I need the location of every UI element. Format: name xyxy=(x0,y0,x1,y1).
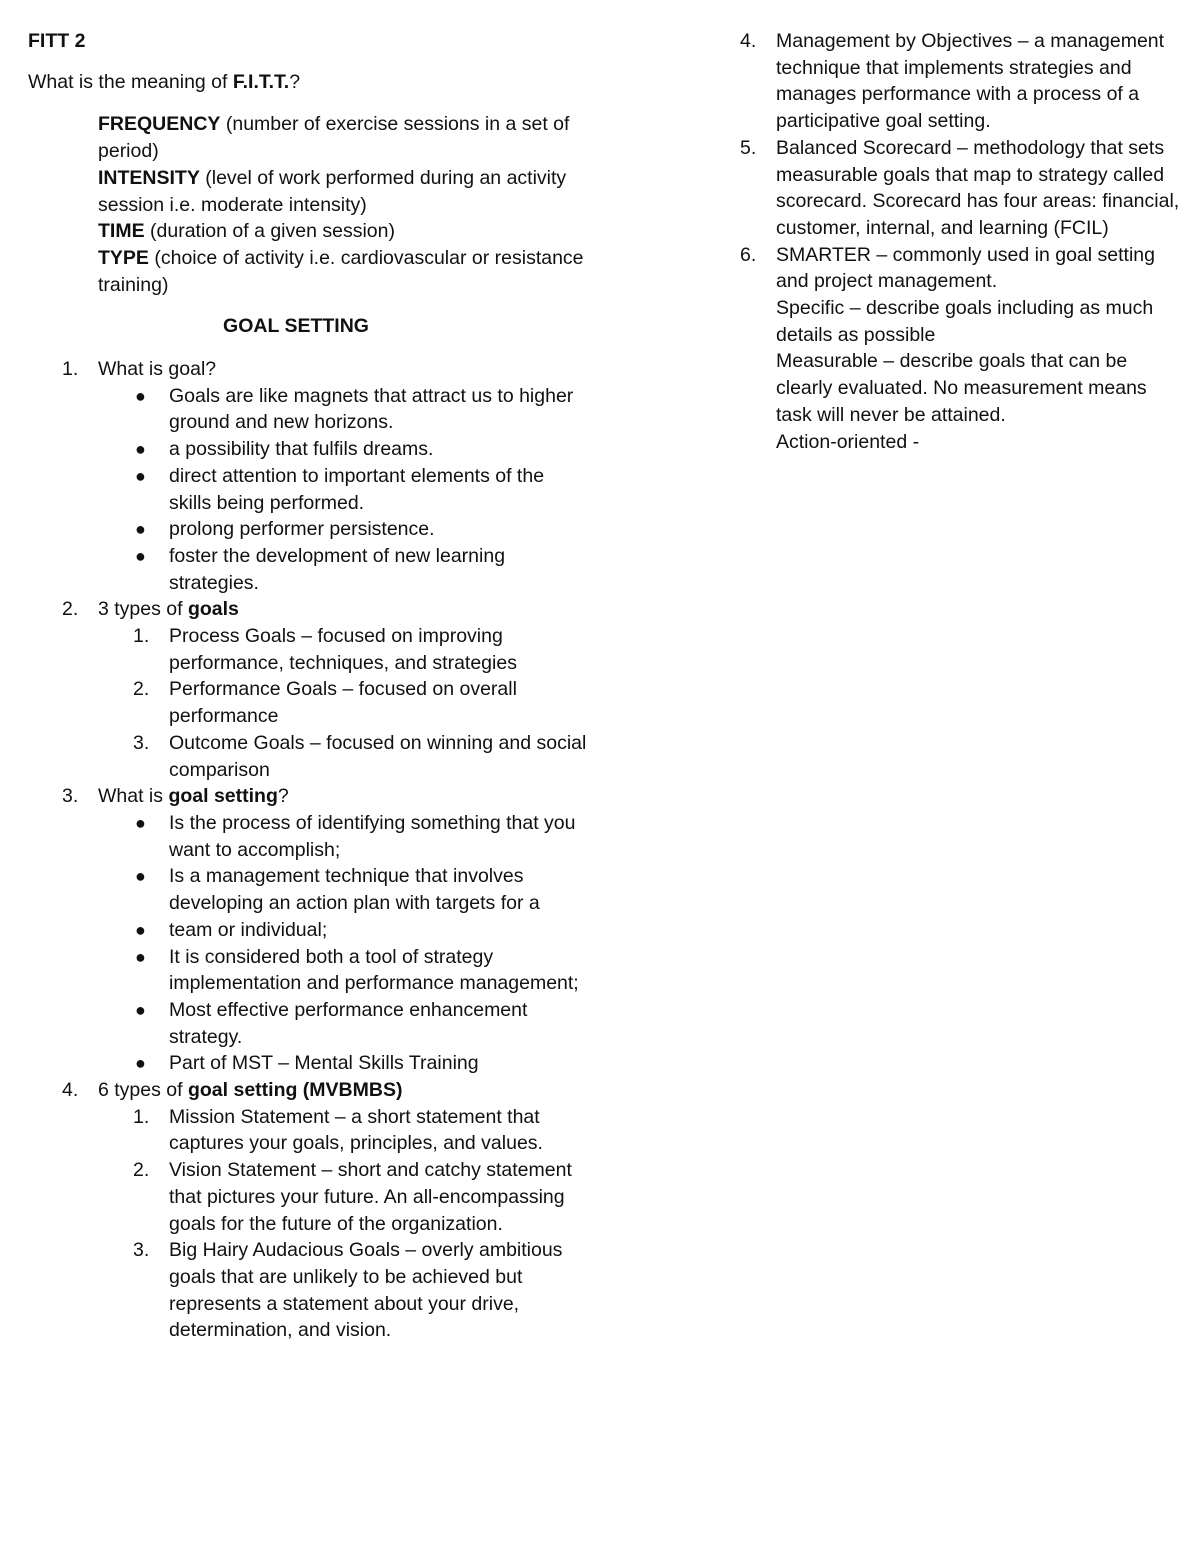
list-item xyxy=(98,543,588,596)
item-number: 5. xyxy=(740,136,757,159)
item-number: 2. xyxy=(133,678,150,701)
bullet-icon: ● xyxy=(135,1053,146,1074)
smarter-definition: Measurable – describe goals that can be clearly evaluated. No measurement means task will never be attained. xyxy=(776,350,1147,426)
heading-text: What is goal? xyxy=(98,358,217,381)
list-item xyxy=(98,623,588,676)
question-acronym: F.I.T.T. xyxy=(232,70,290,93)
list-item xyxy=(28,1077,588,1344)
list-item xyxy=(98,1237,588,1344)
sub-list xyxy=(98,383,588,597)
bullet-icon: ● xyxy=(135,519,146,540)
list-item xyxy=(98,730,588,783)
goal-setting-types-continued xyxy=(740,28,1180,455)
list-item xyxy=(98,463,588,516)
item-text: Big Hairy Audacious Goals – overly ambitious goals that are unlikely to be achieved but represents a statement about your drive, determination, and vision. xyxy=(169,1239,563,1342)
item-number: 1. xyxy=(133,625,150,648)
item-heading xyxy=(98,598,239,620)
item-text: Balanced Scorecard – methodology that sets measurable goals that map to strategy called scorecard. Scorecard has four areas: financial, customer, internal, and learning (FCIL) xyxy=(776,136,1180,239)
item-text: Part of MST – Mental Skills Training xyxy=(169,1052,479,1075)
list-item xyxy=(98,810,588,863)
bullet-icon: ● xyxy=(135,999,146,1020)
fitt-term: INTENSITY xyxy=(98,166,200,189)
item-text: Goals are like magnets that attract us to higher ground and new horizons. xyxy=(169,384,574,434)
heading-suffix: ? xyxy=(277,785,289,808)
smarter-definition: Action-oriented - xyxy=(776,430,920,453)
list-item xyxy=(98,1050,588,1077)
item-text: Process Goals – focused on improving performance, techniques, and strategies xyxy=(169,625,517,674)
item-text: prolong performer persistence. xyxy=(169,518,435,541)
bullet-icon: ● xyxy=(135,919,146,940)
item-number: 6. xyxy=(740,243,757,266)
item-text: SMARTER – commonly used in goal setting and project management. xyxy=(776,243,1155,293)
fitt-description: (choice of activity i.e. cardiovascular or resistance training) xyxy=(98,246,584,296)
item-text: Is a management technique that involves developing an action plan with targets for a xyxy=(169,865,540,915)
bullet-icon: ● xyxy=(135,545,146,566)
item-text: It is considered both a tool of strategy implementation and performance management; xyxy=(169,945,579,995)
item-number: 3. xyxy=(133,731,150,754)
item-number: 2. xyxy=(133,1159,150,1182)
heading-text: 3 types of xyxy=(98,598,188,621)
bullet-icon: ● xyxy=(135,946,146,967)
sub-list xyxy=(98,810,588,1077)
item-number: 1. xyxy=(133,1105,150,1128)
list-item xyxy=(740,135,1180,242)
list-item xyxy=(98,516,588,543)
fitt-question xyxy=(28,69,588,96)
fitt-definition xyxy=(98,165,588,218)
list-item xyxy=(98,997,588,1050)
question-suffix: ? xyxy=(289,70,301,93)
list-item xyxy=(98,383,588,436)
list-item xyxy=(98,863,588,916)
list-item xyxy=(98,1104,588,1157)
sub-list xyxy=(98,1104,588,1344)
item-text: Mission Statement – a short statement that captures your goals, principles, and values. xyxy=(169,1105,543,1155)
list-item xyxy=(98,1157,588,1237)
item-text: Vision Statement – short and catchy statement that pictures your future. An all-encompassing goals for the future of the organization. xyxy=(169,1159,572,1235)
item-heading xyxy=(98,358,216,380)
item-text: Most effective performance enhancement strategy. xyxy=(169,998,528,1048)
item-text: Performance Goals – focused on overall performance xyxy=(169,678,517,728)
fitt-description: (duration of a given session) xyxy=(144,220,395,243)
heading-bold: goal setting xyxy=(168,785,278,808)
fitt-definition xyxy=(98,111,588,164)
list-item xyxy=(28,783,588,1077)
right-column xyxy=(740,28,1180,455)
goal-setting-heading: GOAL SETTING xyxy=(223,315,369,338)
bullet-icon: ● xyxy=(135,439,146,460)
list-item xyxy=(98,917,588,944)
bullet-icon: ● xyxy=(135,385,146,406)
item-number: 1. xyxy=(62,358,79,381)
fitt-description: (level of work performed during an activity session i.e. moderate intensity) xyxy=(98,166,567,216)
fitt-definition xyxy=(98,245,588,298)
item-text: team or individual; xyxy=(169,918,328,941)
item-number: 4. xyxy=(62,1079,79,1102)
heading-text: What is xyxy=(98,785,169,808)
list-item xyxy=(98,676,588,729)
heading-text: 6 types of xyxy=(98,1079,188,1102)
item-text: Outcome Goals – focused on winning and social comparison xyxy=(169,731,587,781)
list-item xyxy=(98,436,588,463)
fitt-term: TIME xyxy=(98,220,145,243)
item-heading xyxy=(98,1079,402,1101)
bullet-icon: ● xyxy=(135,812,146,833)
item-number: 2. xyxy=(62,598,79,621)
list-item xyxy=(740,242,1180,456)
item-text: Is the process of identifying something that you want to accomplish; xyxy=(169,811,576,861)
list-item xyxy=(740,28,1180,135)
item-number: 3. xyxy=(62,785,79,808)
item-text: foster the development of new learning strategies. xyxy=(169,544,506,594)
heading-bold: goal setting (MVBMBS) xyxy=(187,1079,403,1102)
smarter-definition: Specific – describe goals including as much details as possible xyxy=(776,297,1154,346)
heading-bold: goals xyxy=(187,598,239,621)
bullet-icon: ● xyxy=(135,465,146,486)
list-item xyxy=(28,356,588,596)
fitt-term: TYPE xyxy=(98,246,149,269)
item-number: 4. xyxy=(740,30,757,52)
item-number: 3. xyxy=(133,1239,150,1262)
item-text: Management by Objectives – a management technique that implements strategies and manages performance with a process of a participative goal setting. xyxy=(776,30,1165,133)
goal-setting-list xyxy=(28,356,588,1344)
item-heading xyxy=(98,785,289,807)
bullet-icon: ● xyxy=(135,866,146,887)
fitt-definition xyxy=(98,218,588,245)
list-item xyxy=(98,944,588,997)
fitt-definitions xyxy=(98,111,588,298)
left-column xyxy=(28,28,588,1344)
document-title: FITT 2 xyxy=(28,30,86,52)
question-prefix: What is the meaning of xyxy=(28,70,233,93)
fitt-term: FREQUENCY xyxy=(98,113,221,136)
sub-list xyxy=(98,623,588,783)
item-text: direct attention to important elements of the skills being performed. xyxy=(169,464,545,514)
list-item xyxy=(28,596,588,783)
item-text: a possibility that fulfils dreams. xyxy=(169,438,434,461)
fitt-description: (number of exercise sessions in a set of period) xyxy=(98,113,570,163)
